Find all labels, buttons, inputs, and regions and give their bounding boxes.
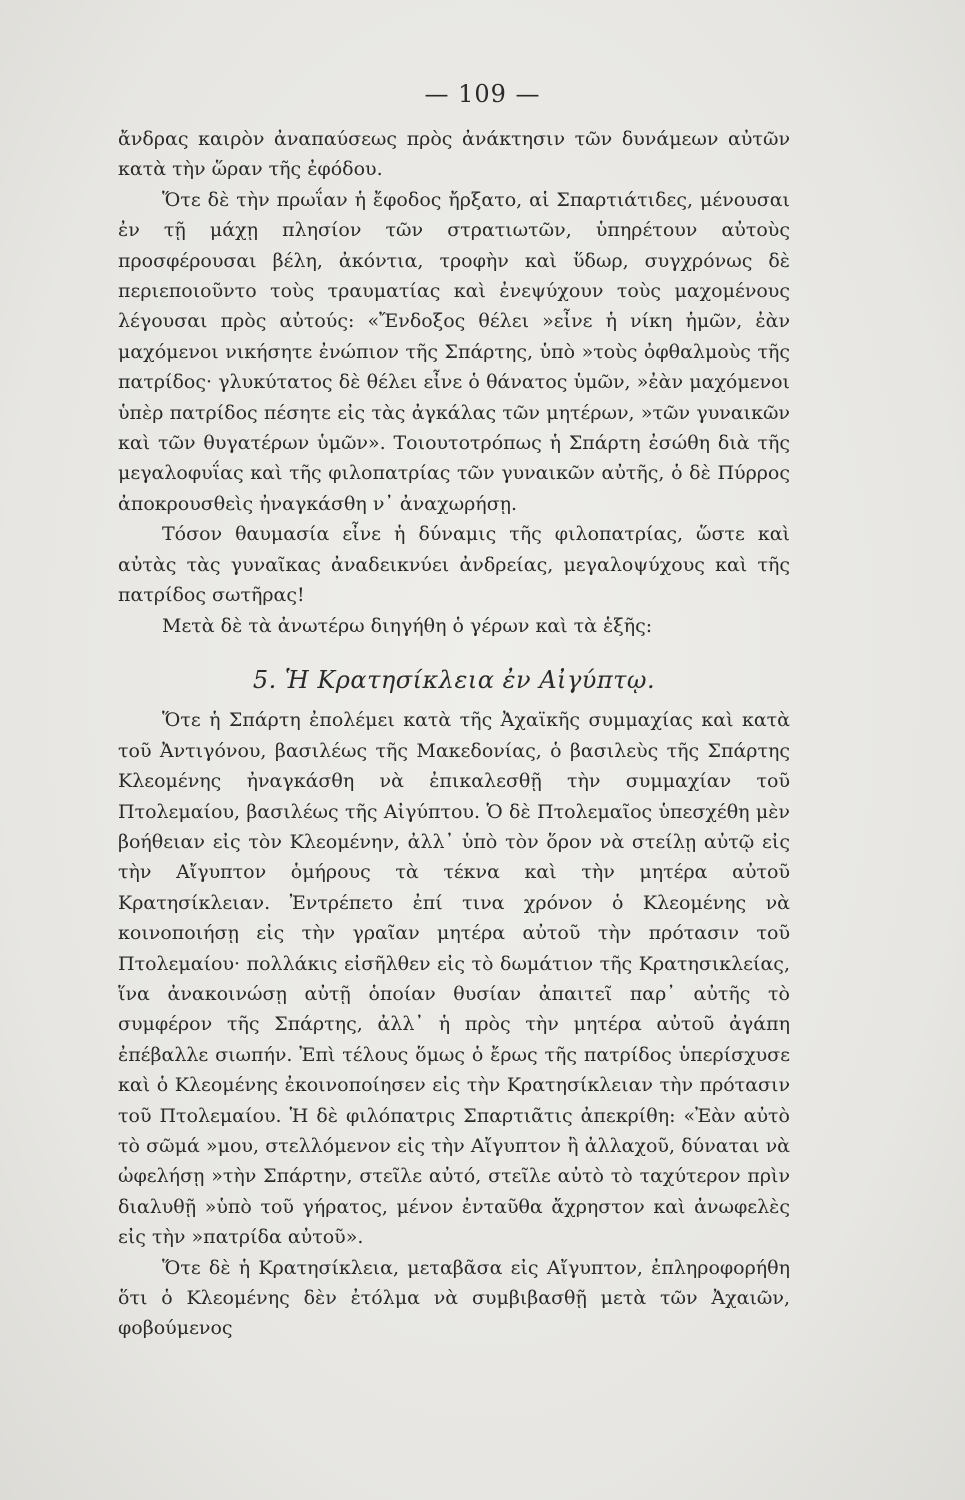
paragraph: Ὅτε ἡ Σπάρτη ἐπολέμει κατὰ τῆς Ἀχαϊκῆς συμμαχίας καὶ κατὰ τοῦ Ἀντιγόνου, βασιλέως τῆς Μακεδονίας, ὁ βασιλεὺς τῆς Σπάρτης Κλεομένης ἠναγκάσθη νὰ ἐπικαλεσθῇ τὴν συμμαχίαν τοῦ Πτολεμαίου, βασιλέως τῆς Αἰγύπτου. Ὁ δὲ Πτολεμαῖος ὑπεσχέθη μὲν βοήθειαν εἰς τὸν Κλεομένην, ἀλλ᾽ ὑπὸ τὸν ὅρον νὰ στείλῃ αὐτῷ εἰς τὴν Αἴγυπτον ὁμήρους τὰ τέκνα καὶ τὴν μητέρα αὐτοῦ Κρατησίκλειαν. Ἐντρέπετο ἐπί τινα χρόνον ὁ Κλεομένης νὰ κοινοποιήσῃ εἰς τὴν γραῖαν μητέρα αὐτοῦ τὴν πρότασιν τοῦ Πτολεμαίου· πολλάκις εἰσῆλθεν εἰς τὸ δωμάτιον τῆς Κρατησικλείας, ἵνα ἀνακοινώσῃ αὐτῇ ὁποίαν θυσίαν ἀπαιτεῖ παρ᾽ αὐτῆς τὸ συμφέρον τῆς Σπάρτης, ἀλλ᾽ ἡ πρὸς τὴν μητέρα αὐτοῦ ἀγάπη ἐπέβαλλε σιωπήν. Ἐπὶ τέλους ὅμως ὁ ἔρως τῆς πατρίδος ὑπερίσχυσε καὶ ὁ Κλεομένης ἐκοινοποίησεν εἰς τὴν Κρατησίκλειαν τὴν πρότασιν τοῦ Πτολεμαίου. Ἡ δὲ φιλόπατρις Σπαρτιᾶτις ἀπεκρίθη: «Ἐὰν αὐτὸ τὸ σῶμά »μου, στελλόμενον εἰς τὴν Αἴγυπτον ἢ ἀλλαχοῦ, δύναται νὰ ὠφελήσῃ »τὴν Σπάρτην, στεῖλε αὐτό, στεῖλε αὐτὸ τὸ ταχύτερον πρὶν διαλυθῇ »ὑπὸ τοῦ γήρατος, μένον ἐνταῦθα ἄχρηστον καὶ ἀνωφελὲς εἰς τὴν »πατρίδα αὐτοῦ». bbox=[118, 709, 790, 1249]
paragraph: Ὅτε δὲ ἡ Κρατησίκλεια, μεταβᾶσα εἰς Αἴγυπτον, ἐπληροφορήθη ὅτι ὁ Κλεομένης δὲν ἐτόλμα νὰ συμβιβασθῇ μετὰ τῶν Ἀχαιῶν, φοβούμενος bbox=[118, 1256, 790, 1340]
paragraph: ἄνδρας καιρὸν ἀναπαύσεως πρὸς ἀνάκτησιν τῶν δυνάμεων αὐτῶν κατὰ τὴν ὥραν τῆς ἐφόδου. bbox=[118, 128, 790, 181]
body-text bbox=[118, 124, 790, 1344]
paragraph: Τόσον θαυμασία εἶνε ἡ δύναμις τῆς φιλοπατρίας, ὥστε καὶ αὐτὰς τὰς γυναῖκας ἀναδεικνύει ἀνδρείας, μεγαλοψύχους καὶ τῆς πατρίδος σωτῆρας! bbox=[118, 523, 790, 607]
paragraph: Μετὰ δὲ τὰ ἀνωτέρω διηγήθη ὁ γέρων καὶ τὰ ἑξῆς: bbox=[162, 614, 653, 637]
paragraph: Ὅτε δὲ τὴν πρωΐαν ἡ ἔφοδος ἤρξατο, αἱ Σπαρτιάτιδες, μένουσαι ἐν τῇ μάχῃ πλησίον τῶν στρατιωτῶν, ὑπηρέτουν αὐτοὺς προσφέρουσαι βέλη, ἀκόντια, τροφὴν καὶ ὕδωρ, συγχρόνως δὲ περιεποιοῦντο τοὺς τραυματίας καὶ ἐνεψύχουν τοὺς μαχομένους λέγουσαι πρὸς αὐτούς: «Ἔνδοξος θέλει »εἶνε ἡ νίκη ἡμῶν, ἐὰν μαχόμενοι νικήσητε ἐνώπιον τῆς Σπάρτης, ὑπὸ »τοὺς ὀφθαλμοὺς τῆς πατρίδος· γλυκύτατος δὲ θέλει εἶνε ὁ θάνατος ὑμῶν, »ἐὰν μαχόμενοι ὑπὲρ πατρίδος πέσητε εἰς τὰς ἀγκάλας τῶν μητέρων, »τῶν γυναικῶν καὶ τῶν θυγατέρων ὑμῶν». Τοιουτοτρόπως ἡ Σπάρτη ἐσώθη διὰ τῆς μεγαλοφυΐας καὶ τῆς φιλοπατρίας τῶν γυναικῶν αὐτῆς, ὁ δὲ Πύρρος ἀποκρουσθεὶς ἠναγκάσθη ν᾽ ἀναχωρήσῃ. bbox=[118, 188, 790, 515]
section-title: 5. Ἡ Κρατησίκλεια ἐν Αἰγύπτῳ. bbox=[252, 665, 656, 694]
page-number: — 109 — bbox=[424, 80, 541, 108]
